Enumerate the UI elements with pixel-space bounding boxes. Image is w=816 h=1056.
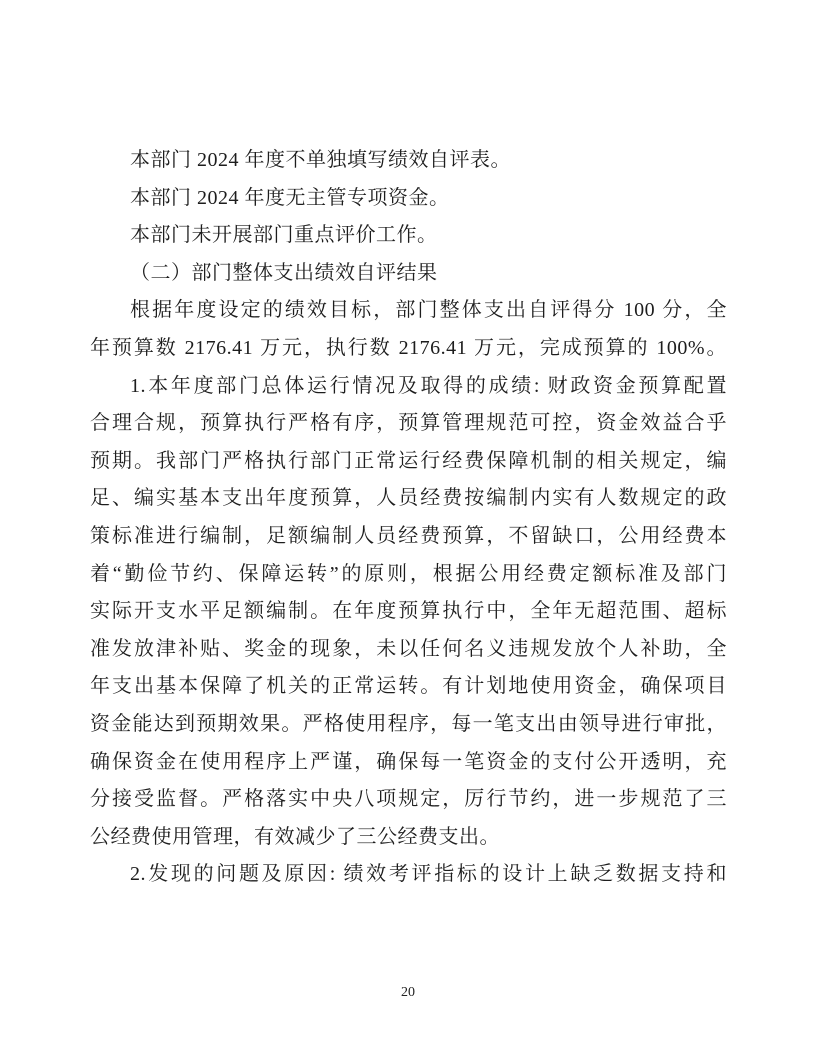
paragraph <box>90 856 727 894</box>
section-heading <box>90 255 727 293</box>
text-line: 2.发现的问题及原因: 绩效考评指标的设计上缺乏数据支持和 <box>130 863 727 886</box>
paragraph <box>90 180 727 218</box>
paragraph <box>90 292 727 367</box>
text-line: 1.本年度部门总体运行情况及取得的成绩: 财政资金预算配置 <box>130 374 727 397</box>
text-line: 着“勤俭节约、保障运转”的原则，根据公用经费定额标准及部门 <box>90 562 727 585</box>
text-line: 合理合规，预算执行严格有序，预算管理规范可控，资金效益合乎 <box>90 412 727 435</box>
text-line: 根据年度设定的绩效目标，部门整体支出自评得分 100 分，全 <box>130 299 727 322</box>
text-line: 资金能达到预期效果。严格使用程序，每一笔支出由领导进行审批， <box>90 712 727 735</box>
text-line: 确保资金在使用程序上严谨，确保每一笔资金的支付公开透明，充 <box>90 750 727 773</box>
text-line: 足、编实基本支出年度预算，人员经费按编制内实有人数规定的政 <box>90 487 727 510</box>
text-line: 准发放津补贴、奖金的现象，未以任何名义违规发放个人补助，全 <box>90 637 727 660</box>
text-line: 本部门未开展部门重点评价工作。 <box>130 224 438 247</box>
text-line: 预期。我部门严格执行部门正常运行经费保障机制的相关规定，编 <box>90 449 727 472</box>
document-body <box>90 142 727 894</box>
text-line: 年预算数 2176.41 万元，执行数 2176.41 万元，完成预算的 100%。 <box>90 336 727 359</box>
text-line: 策标准进行编制，足额编制人员经费预算，不留缺口，公用经费本 <box>90 524 727 547</box>
page-number: 20 <box>401 985 415 1000</box>
text-line: 实际开支水平足额编制。在年度预算执行中，全年无超范围、超标 <box>90 600 727 623</box>
page-footer <box>0 983 816 1003</box>
text-line: 本部门 2024 年度不单独填写绩效自评表。 <box>130 149 511 171</box>
text-line: （二）部门整体支出绩效自评结果 <box>130 261 438 284</box>
text-line: 公经费使用管理，有效减少了三公经费支出。 <box>90 825 500 848</box>
text-line: 本部门 2024 年度无主管专项资金。 <box>130 186 450 209</box>
text-line: 分接受监督。严格落实中央八项规定，厉行节约，进一步规范了三 <box>90 788 727 811</box>
paragraph <box>90 217 727 255</box>
paragraph <box>90 142 727 180</box>
paragraph <box>90 368 727 857</box>
text-line: 年支出基本保障了机关的正常运转。有计划地使用资金，确保项目 <box>90 675 727 698</box>
